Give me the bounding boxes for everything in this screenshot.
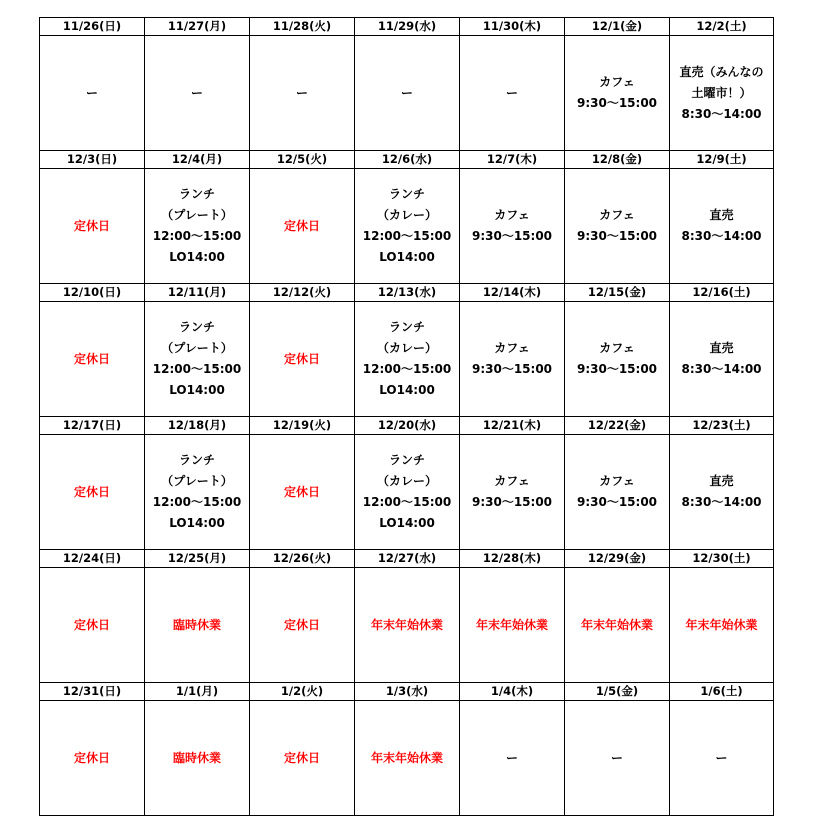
- schedule-text-line: カフェ: [494, 208, 530, 222]
- schedule-text-line: 直売: [709, 208, 734, 222]
- date-header-cell: 12/2(土): [670, 18, 774, 36]
- schedule-text-line: （カレー）: [376, 341, 437, 355]
- schedule-cell: [460, 568, 565, 683]
- schedule-text-line: 年末年始休業: [580, 617, 653, 632]
- schedule-text-line: 直売: [709, 341, 734, 355]
- schedule-text-line: 9:30〜15:00: [471, 495, 553, 509]
- schedule-text-line: カフェ: [494, 341, 530, 355]
- schedule-cell: [145, 302, 250, 417]
- schedule-text-line: ランチ: [388, 187, 425, 201]
- schedule-text-line: 臨時休業: [172, 617, 221, 632]
- schedule-text-line: ランチ: [178, 187, 215, 201]
- date-header-cell: 1/5(金): [565, 683, 670, 701]
- schedule-text-line: 定休日: [73, 484, 110, 499]
- schedule-cell: [460, 169, 565, 284]
- schedule-cell: [355, 169, 460, 284]
- schedule-text-line: 年末年始休業: [370, 750, 443, 765]
- schedule-cell: [670, 169, 774, 284]
- schedule-cell: [40, 435, 145, 550]
- schedule-cell: [460, 302, 565, 417]
- date-header-cell: 12/6(水): [355, 151, 460, 169]
- schedule-text-line: ー: [505, 750, 518, 765]
- schedule-cell: [565, 568, 670, 683]
- date-header-cell: 12/25(月): [145, 550, 250, 568]
- schedule-text-line: ー: [85, 85, 98, 100]
- schedule-text-line: 臨時休業: [172, 750, 221, 765]
- date-header-cell: 12/21(木): [460, 417, 565, 435]
- schedule-text-line: 8:30〜14:00: [681, 495, 762, 509]
- date-header-row: [40, 151, 774, 169]
- date-header-row: [40, 550, 774, 568]
- schedule-text-line: 年末年始休業: [475, 617, 548, 632]
- schedule-calendar-table: [39, 17, 774, 816]
- schedule-text-line: 9:30〜15:00: [471, 229, 553, 243]
- date-header-cell: 11/27(月): [145, 18, 250, 36]
- schedule-text-line: 直売: [709, 474, 734, 488]
- date-header-row: [40, 284, 774, 302]
- schedule-text-line: LO14:00: [379, 516, 435, 530]
- schedule-cell: [460, 701, 565, 816]
- schedule-cell: [40, 36, 145, 151]
- schedule-text-line: 8:30〜14:00: [681, 106, 762, 121]
- schedule-cell: [145, 36, 250, 151]
- schedule-cell: [670, 36, 774, 151]
- schedule-row: [40, 701, 774, 816]
- date-header-cell: 11/30(木): [460, 18, 565, 36]
- schedule-cell: [460, 36, 565, 151]
- schedule-cell: [460, 435, 565, 550]
- schedule-cell: [355, 701, 460, 816]
- schedule-cell: [355, 435, 460, 550]
- schedule-cell: [565, 701, 670, 816]
- schedule-text-line: （カレー）: [376, 474, 437, 488]
- date-header-cell: 12/15(金): [565, 284, 670, 302]
- date-header-cell: 12/14(木): [460, 284, 565, 302]
- schedule-text-line: 9:30〜15:00: [576, 96, 658, 110]
- schedule-cell: [250, 435, 355, 550]
- schedule-cell: [145, 701, 250, 816]
- date-header-cell: 12/1(金): [565, 18, 670, 36]
- schedule-cell: [250, 701, 355, 816]
- date-header-cell: 1/4(木): [460, 683, 565, 701]
- schedule-text-line: 年末年始休業: [370, 617, 443, 632]
- schedule-cell: [40, 568, 145, 683]
- date-header-cell: 11/28(火): [250, 18, 355, 36]
- date-header-cell: 12/16(土): [670, 284, 774, 302]
- date-header-cell: 12/31(日): [40, 683, 145, 701]
- schedule-text-line: 定休日: [73, 750, 110, 765]
- schedule-row: [40, 169, 774, 284]
- schedule-text-line: LO14:00: [379, 383, 435, 397]
- schedule-text-line: 9:30〜15:00: [576, 229, 658, 243]
- schedule-text-line: ー: [715, 750, 728, 765]
- schedule-text-line: カフェ: [599, 208, 635, 222]
- schedule-text-line: 12:00〜15:00: [152, 229, 242, 243]
- schedule-text-line: ー: [610, 750, 623, 765]
- schedule-text-line: （プレート）: [161, 474, 233, 488]
- schedule-cell: [670, 302, 774, 417]
- schedule-cell: [670, 701, 774, 816]
- schedule-text-line: 直売（みんなの: [679, 64, 764, 79]
- schedule-text-line: 年末年始休業: [685, 617, 758, 632]
- date-header-row: [40, 417, 774, 435]
- schedule-text-line: ランチ: [178, 320, 215, 334]
- date-header-cell: 12/12(火): [250, 284, 355, 302]
- schedule-cell: [355, 36, 460, 151]
- schedule-cell: [145, 435, 250, 550]
- schedule-text-line: ー: [505, 85, 518, 100]
- schedule-text-line: LO14:00: [169, 250, 225, 264]
- schedule-text-line: ー: [400, 85, 413, 100]
- date-header-cell: 12/11(月): [145, 284, 250, 302]
- schedule-text-line: 土曜市！）: [691, 85, 752, 100]
- date-header-cell: 1/2(火): [250, 683, 355, 701]
- date-header-cell: 12/13(水): [355, 284, 460, 302]
- date-header-cell: 1/1(月): [145, 683, 250, 701]
- date-header-cell: 12/5(火): [250, 151, 355, 169]
- schedule-cell: [40, 302, 145, 417]
- schedule-text-line: ランチ: [178, 453, 215, 467]
- date-header-cell: 1/6(土): [670, 683, 774, 701]
- schedule-text-line: LO14:00: [169, 383, 225, 397]
- schedule-text-line: 12:00〜15:00: [152, 362, 242, 376]
- schedule-row: [40, 36, 774, 151]
- schedule-text-line: ランチ: [388, 453, 425, 467]
- schedule-cell: [565, 435, 670, 550]
- schedule-text-line: ー: [190, 85, 203, 100]
- schedule-text-line: 12:00〜15:00: [362, 229, 452, 243]
- date-header-cell: 12/4(月): [145, 151, 250, 169]
- date-header-cell: 12/27(水): [355, 550, 460, 568]
- schedule-cell: [250, 568, 355, 683]
- schedule-text-line: 8:30〜14:00: [681, 362, 762, 376]
- schedule-text-line: 9:30〜15:00: [576, 495, 658, 509]
- schedule-text-line: 定休日: [283, 750, 320, 765]
- date-header-cell: 12/28(木): [460, 550, 565, 568]
- schedule-cell: [40, 701, 145, 816]
- date-header-cell: 12/23(土): [670, 417, 774, 435]
- schedule-text-line: 12:00〜15:00: [362, 495, 452, 509]
- schedule-row: [40, 302, 774, 417]
- schedule-text-line: （プレート）: [161, 341, 233, 355]
- schedule-cell: [145, 568, 250, 683]
- schedule-cell: [145, 169, 250, 284]
- schedule-text-line: ー: [295, 85, 308, 100]
- schedule-cell: [40, 169, 145, 284]
- schedule-text-line: 8:30〜14:00: [681, 229, 762, 243]
- calendar-body: [40, 18, 774, 816]
- schedule-text-line: カフェ: [599, 341, 635, 355]
- schedule-text-line: 9:30〜15:00: [576, 362, 658, 376]
- schedule-cell: [355, 302, 460, 417]
- date-header-cell: 12/17(日): [40, 417, 145, 435]
- schedule-text-line: 定休日: [73, 218, 110, 233]
- date-header-cell: 12/30(土): [670, 550, 774, 568]
- schedule-text-line: 9:30〜15:00: [471, 362, 553, 376]
- schedule-row: [40, 568, 774, 683]
- schedule-cell: [565, 36, 670, 151]
- date-header-cell: 11/26(日): [40, 18, 145, 36]
- schedule-text-line: ランチ: [388, 320, 425, 334]
- schedule-cell: [670, 568, 774, 683]
- schedule-text-line: カフェ: [599, 474, 635, 488]
- date-header-cell: 12/19(火): [250, 417, 355, 435]
- date-header-cell: 12/18(月): [145, 417, 250, 435]
- date-header-cell: 11/29(水): [355, 18, 460, 36]
- schedule-cell: [250, 169, 355, 284]
- schedule-text-line: 定休日: [283, 617, 320, 632]
- schedule-cell: [355, 568, 460, 683]
- date-header-cell: 12/22(金): [565, 417, 670, 435]
- schedule-text-line: カフェ: [599, 75, 635, 89]
- schedule-cell: [565, 302, 670, 417]
- schedule-text-line: 定休日: [73, 351, 110, 366]
- date-header-cell: 12/24(日): [40, 550, 145, 568]
- schedule-text-line: 12:00〜15:00: [152, 495, 242, 509]
- schedule-cell: [250, 36, 355, 151]
- schedule-text-line: 定休日: [283, 484, 320, 499]
- date-header-cell: 12/20(水): [355, 417, 460, 435]
- schedule-text-line: 12:00〜15:00: [362, 362, 452, 376]
- schedule-text-line: LO14:00: [379, 250, 435, 264]
- date-header-cell: 12/9(土): [670, 151, 774, 169]
- date-header-cell: 12/26(火): [250, 550, 355, 568]
- date-header-cell: 12/7(木): [460, 151, 565, 169]
- schedule-row: [40, 435, 774, 550]
- date-header-cell: 12/3(日): [40, 151, 145, 169]
- schedule-text-line: カフェ: [494, 474, 530, 488]
- schedule-cell: [250, 302, 355, 417]
- schedule-text-line: （カレー）: [376, 208, 437, 222]
- date-header-row: [40, 683, 774, 701]
- schedule-text-line: （プレート）: [161, 208, 233, 222]
- date-header-cell: 12/29(金): [565, 550, 670, 568]
- schedule-text-line: LO14:00: [169, 516, 225, 530]
- schedule-text-line: 定休日: [73, 617, 110, 632]
- schedule-text-line: 定休日: [283, 351, 320, 366]
- date-header-cell: 1/3(水): [355, 683, 460, 701]
- schedule-cell: [565, 169, 670, 284]
- date-header-row: [40, 18, 774, 36]
- schedule-text-line: 定休日: [283, 218, 320, 233]
- schedule-cell: [670, 435, 774, 550]
- date-header-cell: 12/8(金): [565, 151, 670, 169]
- date-header-cell: 12/10(日): [40, 284, 145, 302]
